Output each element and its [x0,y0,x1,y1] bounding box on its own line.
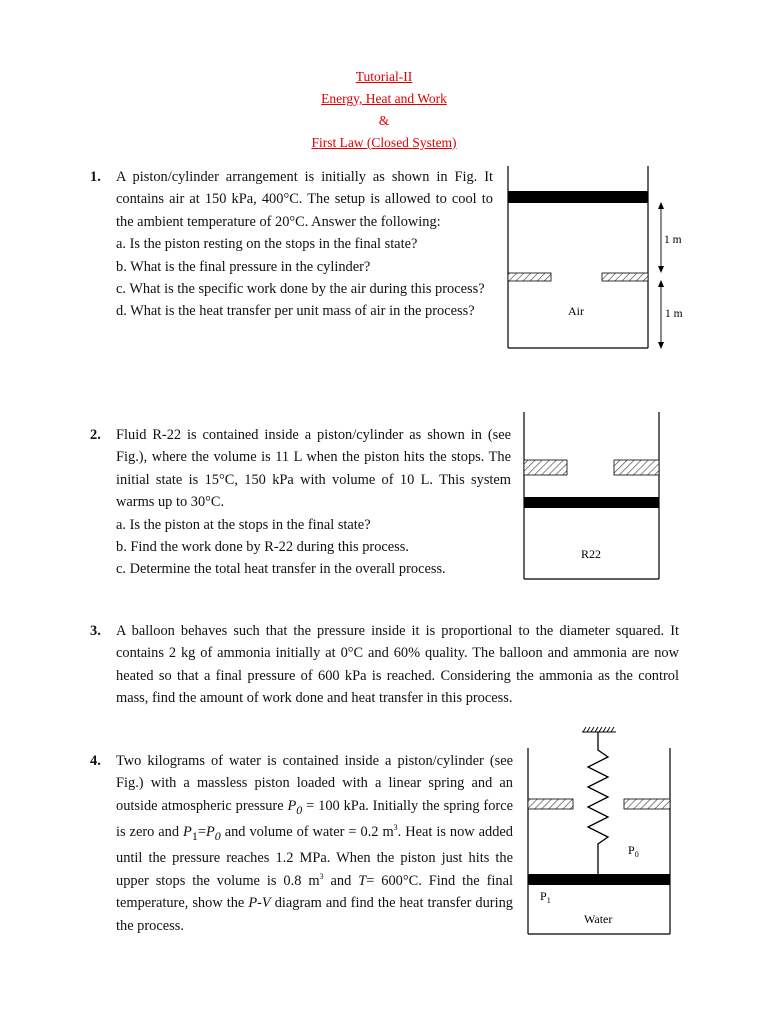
gas-label: R22 [581,547,602,561]
cubic-exponent: 3 [319,871,324,881]
p1-symbol: P [183,824,192,841]
stop-right [624,799,670,809]
q1-intro: A piston/cylinder arrangement is initially as shown in Fig. It contains air at 150 kPa, 400°C. The setup is allowed to cool to the ambient temperature of 20°C. Answer the following: [116,169,493,230]
anchor-hatch [583,727,614,732]
q1-part-c: c. What is the specific work done by the air during this process? [116,281,485,298]
q2-intro: Fluid R-22 is contained inside a piston/cylinder as shown in (see Fig.), where the volume is 11 L when the piston hits the stops. The initial state is 15°C, 150 kPa with volume of 10 L. This system warms up to 30°C. [116,427,511,511]
equals-sign: = [197,824,206,841]
tutorial-header [0,66,768,154]
arrow-head-icon [658,266,664,273]
q4-text-part: . Heat is now added until the pressure reaches 1.2 MPa. When the piston just hits the upper stops the volume is 0.8 m [116,824,513,889]
q4-text-part: = 100 kPa. Initially the spring force is zero and [116,797,513,841]
q1-text [116,166,493,323]
q1-part-d: d. What is the heat transfer per unit mass of air in the process? [116,303,475,320]
p0-subscript: 0 [296,802,303,817]
cubic-exponent: 3 [393,823,398,833]
piston [524,497,659,508]
q1-number: 1. [90,169,101,185]
q4-text-part: Two kilograms of water is contained inside a piston/cylinder (see Fig.) with a massless piston loaded with a linear spring and an outside atmospheric pressure [116,753,513,814]
ampersand: & [378,113,390,128]
q2-part-b: b. Find the work done by R-22 during this process. [116,539,409,556]
p0-symbol: P [205,824,215,841]
q2-number: 2. [90,427,101,443]
stop-left [508,273,551,281]
q4-text-part: diagram and find the heat transfer during the process. [116,895,513,934]
dim-label-lower: 1 m [665,308,683,320]
q4-figure [520,724,675,939]
stop-right [614,460,659,475]
q4-text-part: and volume of water = 0.2 m [220,824,394,841]
q3-number: 3. [90,623,101,639]
topic-title: Energy, Heat and Work [321,91,447,106]
p0-symbol: P [287,797,297,814]
q4-number: 4. [90,753,101,769]
q1-part-a: a. Is the piston resting on the stops in the final state? [116,236,418,253]
q2-figure [516,408,666,588]
arrow-head-icon [658,280,664,287]
piston [508,191,648,203]
stop-left [528,799,573,809]
p0-subscript: 0 [214,828,221,843]
temperature-symbol: T [358,872,367,889]
arrow-head-icon [658,342,664,349]
q4-text [116,750,513,937]
pv-symbol: P-V [248,895,271,912]
dim-label-upper: 1 m [664,234,682,246]
subtopic-title: First Law (Closed System) [311,135,457,150]
stop-left [524,460,567,475]
q3-text: A balloon behaves such that the pressure inside it is proportional to the diameter squared. It contains 2 kg of ammonia initially at 0°C and 60% quality. The balloon and ammonia are now heated so that a final pressure of 600 kPa is reached. Considering the ammonia as the control mass, find the amount of work done and heat transfer in this process. [116,623,679,707]
gas-label: Air [568,304,584,318]
stop-right [602,273,648,281]
tutorial-title: Tutorial-II [355,69,413,84]
q4-text-part: and [323,872,359,889]
arrow-head-icon [658,202,664,209]
p0-label: $P_0$ [628,843,639,859]
spring [588,732,608,874]
q2-part-c: c. Determine the total heat transfer in the overall process. [116,561,446,578]
q4-text-part: = 600°C. Find the final temperature, show the [116,872,514,912]
q1-figure [500,162,700,358]
p1-subscript: 1 [191,828,198,843]
piston [528,874,670,885]
water-label: Water [584,912,613,926]
q2-text [116,424,511,581]
q2-part-a: a. Is the piston at the stops in the final state? [116,516,371,533]
q1-part-b: b. What is the final pressure in the cylinder? [116,258,371,275]
p1-label: $P_1$ [540,889,551,905]
